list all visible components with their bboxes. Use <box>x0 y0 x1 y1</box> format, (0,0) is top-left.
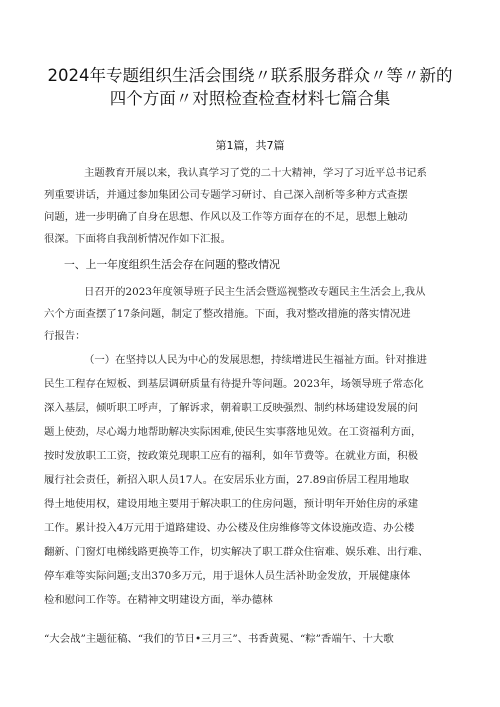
subsection1-line-10: 停车难等实际问题;支出370多万元，用于退休人员生活补助金发放，开展健康体 <box>44 570 411 582</box>
subsection1-line-11: 检和慰问工作等。在精神文明建设方面，举办德林 <box>44 594 273 606</box>
subsection1-line-8: 工作。累计投入4万元用于道路建设、办公楼及住房维修等文体设施改造、办公楼 <box>44 522 415 534</box>
subsection1-line-5: 按时发放职工工资，按政策兑现职工应有的福利，如年节费等。在就业方面，积极 <box>44 450 419 462</box>
section-heading-1: 一、上一年度组织生活会存在问题的整改情况 <box>64 258 280 271</box>
title-line-1: 2024年专题组织生活会围绕〃联系服务群众〃等〃新的 <box>47 66 453 85</box>
subsection1-line-4: 题上使劲，尽心竭力地帮助解决实际困难,使民生实事落地见效。在工资福利方面， <box>44 426 422 438</box>
section1-line-3: 行报告： <box>44 330 86 342</box>
subsection1-line-7: 得土地使用权，建设用地主要用于解决职工的住房问题，预计明年开始住房的承建 <box>44 498 419 510</box>
section1-line-2: 六个方面查摆了17条问题，制定了整改措施。下面，我对整改措施的落实情况进 <box>44 308 411 320</box>
title-line-2: 四个方面〃对照检查检查材料七篇合集 <box>109 89 391 108</box>
subsection1-line-2: 民生工程存在短板、到基层调研质量有待提升等问题。2023年，场领导班子常态化 <box>44 378 424 390</box>
subsection1-line-3: 深入基层，倾听职工呼声，了解诉求，朝着职工反映强烈、制约林场建设发展的问 <box>44 402 419 414</box>
intro-line-2: 列重要讲话，并通过参加集团公司专题学习研讨、自己深入剖析等多种方式查摆 <box>44 189 408 201</box>
document-title <box>30 64 470 110</box>
section1-line-1: 日召开的2023年度领导班子民主生活会暨巡视整改专题民主生活会上,我从 <box>84 286 426 298</box>
subsection1-line-6: 履行社会责任，新招入职人员17人。在安居乐业方面，27.89亩侨居工程用地取 <box>44 474 410 486</box>
intro-line-3: 问题，进一步明确了自身在思想、作风以及工作等方面存在的不足，思想上触动 <box>44 211 408 223</box>
subsection1-line-9: 翻新、门窗灯电梯线路更换等工作，切实解决了职工群众住宿难、娱乐难、出行难、 <box>44 546 429 558</box>
intro-line-1: 主题教育开展以来，我认真学习了党的二十大精神，学习了习近平总书记系 <box>84 167 427 179</box>
subsection1-line-1: （一）在坚持以人民为中心的发展思想，持续增进民生福祉方面。针对推进 <box>84 354 427 366</box>
intro-line-4: 很深。下面将自我剖析情况作如下汇报。 <box>44 233 232 245</box>
continuation-line: “大会战”主题征稿、“我们的节日•三月三”、书香黄冕、“粽”香端午、十大歌 <box>44 633 394 645</box>
article-label: 第1篇，共7篇 <box>215 139 285 152</box>
